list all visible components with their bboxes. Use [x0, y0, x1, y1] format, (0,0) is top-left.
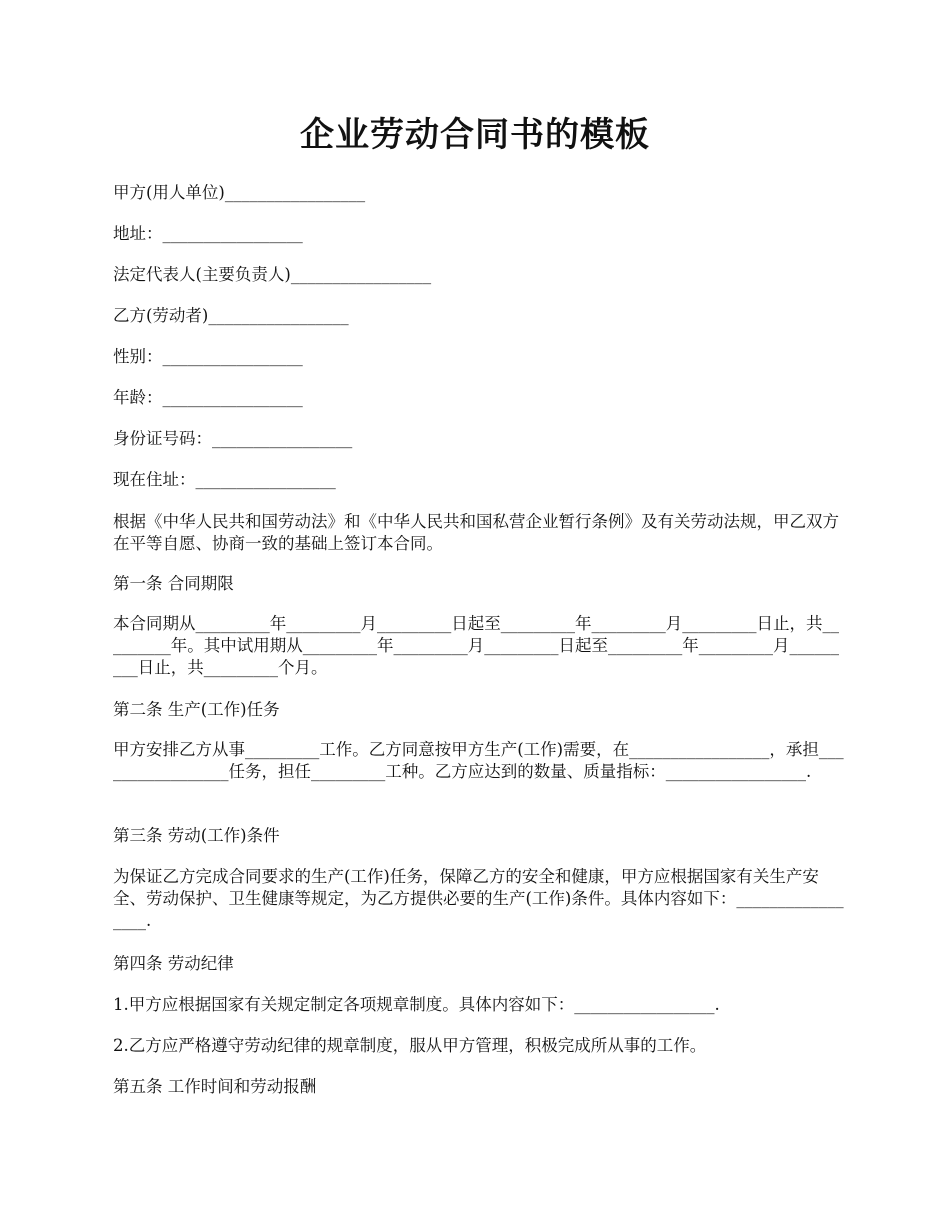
article-3-heading: 第三条 劳动(工作)条件: [113, 826, 280, 845]
field-id-number: 身份证号码：_________________: [113, 429, 353, 448]
document-title: 企业劳动合同书的模板: [300, 115, 650, 155]
article-1-body: 本合同期从_________年_________月_________日起至_________年_________月_________日止，共_________年。其中试用期从_________年_________月_________日起至_________年_________月_________日止，共_________个月。: [113, 614, 839, 677]
article-4-item-2: 2.乙方应严格遵守劳动纪律的规章制度，服从甲方管理，积极完成所从事的工作。: [113, 1036, 707, 1055]
article-5-heading: 第五条 工作时间和劳动报酬: [113, 1077, 317, 1096]
article-4-item-1: 1.甲方应根据国家有关规定制定各项规章制度。具体内容如下：_________________.: [113, 995, 720, 1014]
field-address: 地址：_________________: [113, 224, 303, 243]
article-2-heading: 第二条 生产(工作)任务: [113, 700, 280, 719]
article-4-heading: 第四条 劳动纪律: [113, 954, 234, 973]
field-current-address: 现在住址：_________________: [113, 470, 336, 489]
preamble-paragraph: 根据《中华人民共和国劳动法》和《中华人民共和国私营企业暂行条例》及有关劳动法规，甲乙双方在平等自愿、协商一致的基础上签订本合同。: [113, 512, 839, 553]
field-gender: 性别：_________________: [113, 347, 303, 366]
article-1-heading: 第一条 合同期限: [113, 574, 234, 593]
article-2-body: 甲方安排乙方从事_________工作。乙方同意按甲方生产(工作)需要，在_________________，承担_________________任务，担任_________工种。乙方应达到的数量、质量指标：_________________.: [113, 740, 844, 781]
article-3-body: 为保证乙方完成合同要求的生产(工作)任务，保障乙方的安全和健康，甲方应根据国家有关生产安全、劳动保护、卫生健康等规定，为乙方提供必要的生产(工作)条件。具体内容如下：_________________.: [113, 867, 844, 930]
field-party-b: 乙方(劳动者)_________________: [113, 306, 349, 325]
field-age: 年龄：_________________: [113, 388, 303, 407]
field-legal-rep: 法定代表人(主要负责人)_________________: [113, 265, 432, 284]
field-party-a: 甲方(用人单位)_________________: [113, 183, 366, 202]
